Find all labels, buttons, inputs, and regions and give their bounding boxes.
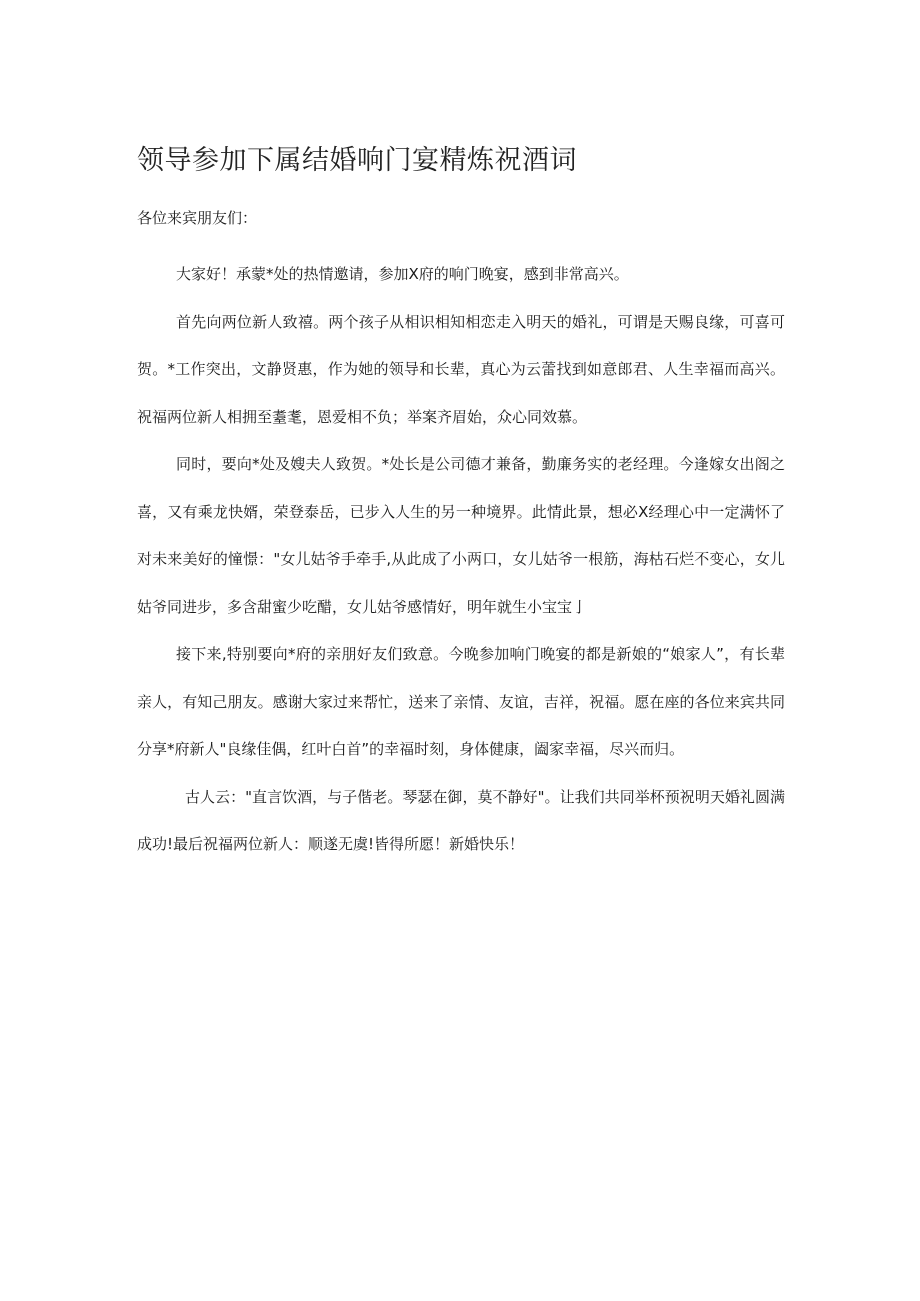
paragraph-toast: 古人云："直言饮酒，与子偕老。琴瑟在御，莫不静好"。让我们共同举杯预祝明天婚礼圆满成功!最后祝福两位新人：顺遂无虞!皆得所愿！新婚快乐！ — [137, 787, 785, 853]
document-title: 领导参加下属结婚响门宴精炼祝酒词 — [137, 145, 577, 176]
paragraph-thank-guests: 接下来,特别要向*府的亲朋好友们致意。今晚参加响门晚宴的都是新娘的“娘家人”，有长辈亲人，有知己朋友。感谢大家过来帮忙，送来了亲情、友谊，吉祥，祝福。愿在座的各位来宾共同分享*府新人"良缘佳偶，红叶白首”的幸福时刻，身体健康，阖家幸福，尽兴而归。 — [137, 645, 785, 758]
salutation: 各位来宾朋友们： — [137, 209, 258, 227]
document-body — [137, 251, 785, 869]
paragraph-congratulate-couple: 首先向两位新人致禧。两个孩子从相识相知相恋走入明天的婚礼，可谓是天赐良缘，可喜可贺。*工作突出，文静贤惠，作为她的领导和长辈，真心为云蕾找到如意郎君、人生幸福而高兴。祝福两位新人相拥至耋耄，恩爱相不负；举案齐眉始，众心同效慕。 — [137, 312, 785, 426]
paragraph-greeting: 大家好！承蒙*处的热情邀请，参加Ⅹ府的响门晚宴，感到非常高兴。 — [176, 265, 629, 283]
paragraph-congratulate-parents: 同时，要向*处及嫂夫人致贺。*处长是公司德才兼备，勤廉务实的老经理。今逢嫁女出阁之喜，又有乘龙快婿，荣登泰岳，已步入人生的另一种境界。此情此景，想必Ⅹ经理心中一定满怀了对未来美好的憧憬："女儿姑爷手牵手,从此成了小两口，女儿姑爷一根筋，海枯石烂不变心，女儿姑爷同进步，多含甜蜜少吃醋，女儿姑爷感情好，明年就生小宝宝亅 — [137, 455, 785, 616]
